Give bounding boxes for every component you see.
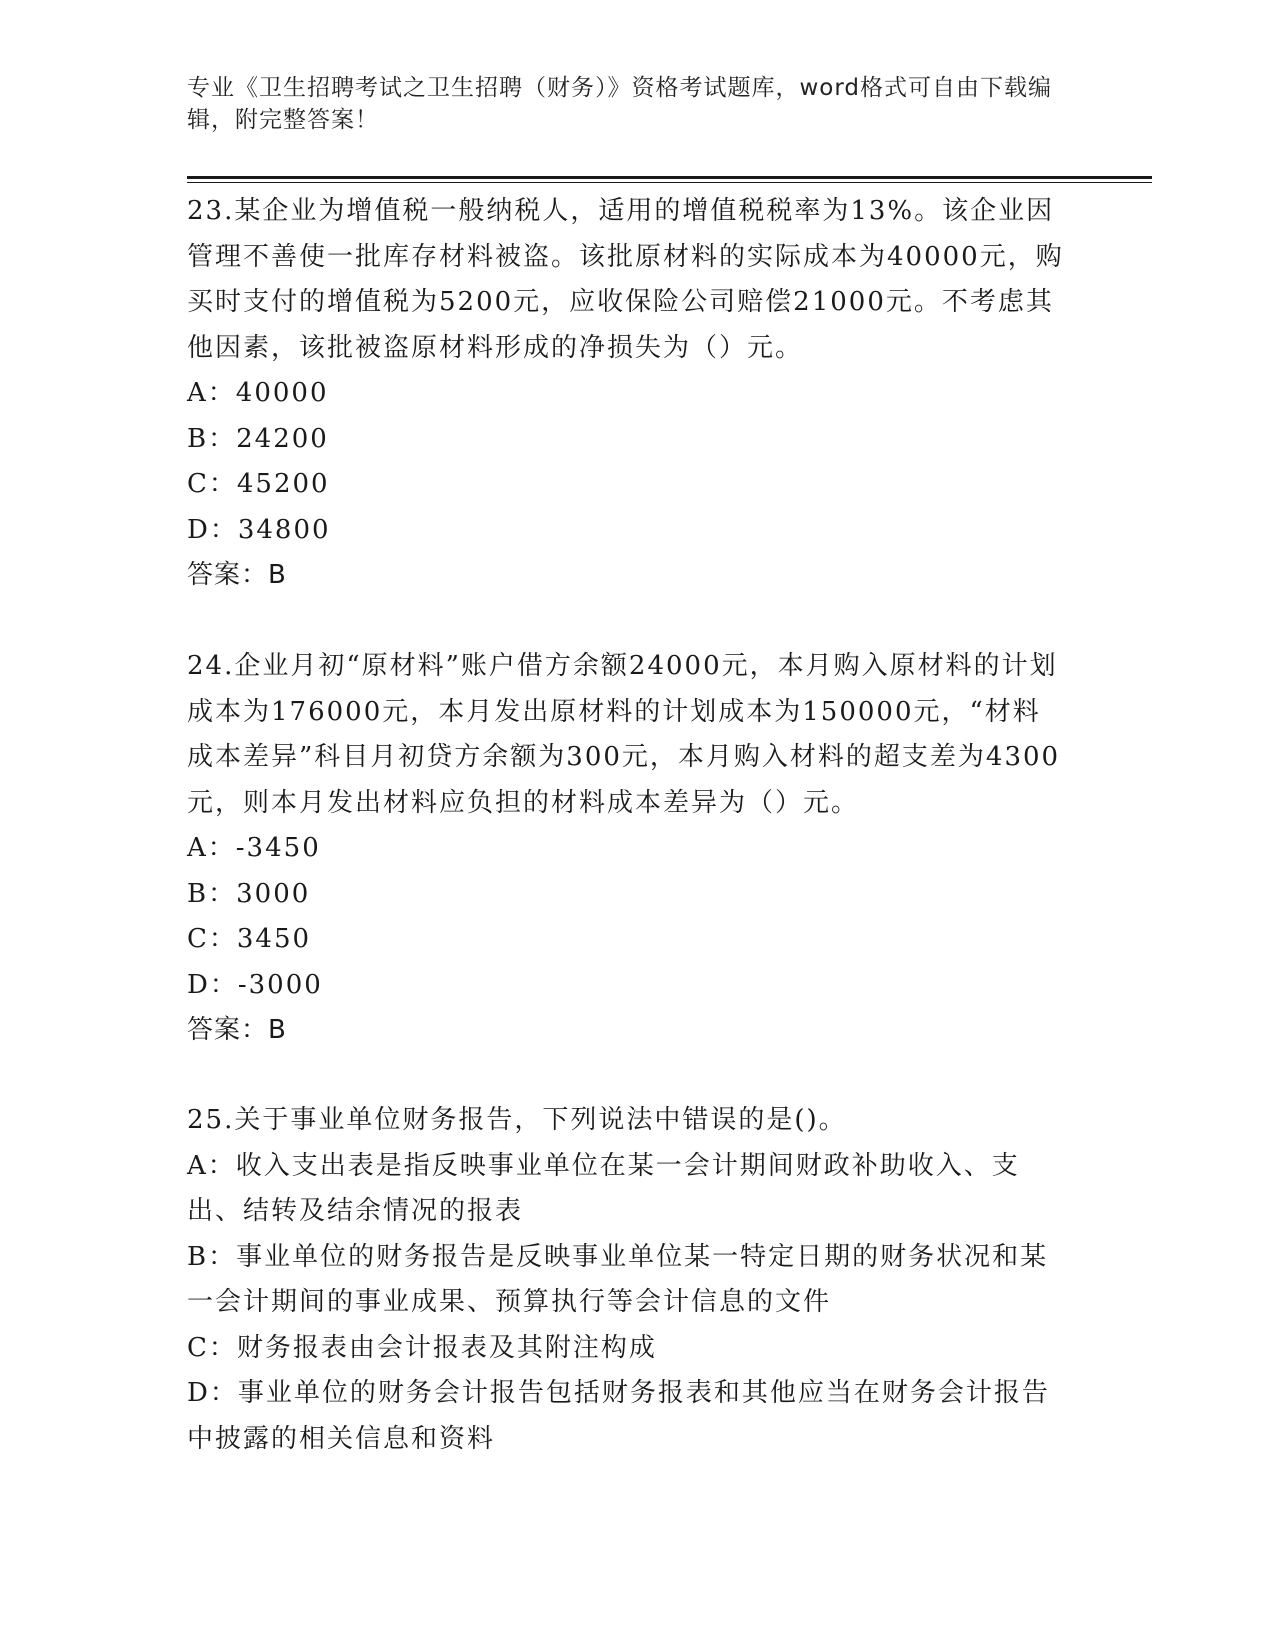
option-b: B：事业单位的财务报告是反映事业单位某一特定日期的财务状况和某一会计期间的事业成果、预算执行等会计信息的文件: [187, 1241, 1049, 1317]
question-25: [187, 1098, 1067, 1462]
option-c: C：财务报表由会计报表及其附注构成: [187, 1332, 657, 1363]
question-stem: 25.关于事业单位财务报告，下列说法中错误的是()。: [187, 1105, 847, 1135]
question-23: [187, 189, 1067, 597]
option-c: C：3450: [187, 924, 312, 954]
option-d: D：事业单位的财务会计报告包括财务报表和其他应当在财务会计报告中披露的相关信息和资料: [187, 1378, 1050, 1454]
option-a: A：-3450: [187, 833, 321, 863]
question-stem: 24.企业月初“原材料”账户借方余额24000元，本月购入原材料的计划成本为176000元，本月发出原材料的计划成本为150000元，“材料成本差异”科目月初贷方余额为300元，本月购入材料的超支差为4300元，则本月发出材料应负担的材料成本差异为（）元。: [187, 651, 1061, 818]
answer-line: 答案：B: [187, 560, 287, 590]
option-b: B：24200: [187, 423, 329, 454]
question-24: [187, 644, 1067, 1052]
option-a: A：收入支出表是指反映事业单位在某一会计期间财政补助收入、支出、结转及结余情况的报表: [187, 1150, 1020, 1226]
header-divider-thick: [187, 176, 1152, 179]
document-header: 专业《卫生招聘考试之卫生招聘（财务）》资格考试题库，word格式可自由下载编辑，附完整答案！: [187, 75, 1053, 133]
question-stem: 23.某企业为增值税一般纳税人，适用的增值税税率为13%。该企业因管理不善使一批库存材料被盗。该批原材料的实际成本为40000元，购买时支付的增值税为5200元，应收保险公司赔偿21000元。不考虑其他因素，该批被盗原材料形成的净损失为（）元。: [187, 196, 1064, 363]
option-c: C：45200: [187, 469, 330, 499]
option-b: B：3000: [187, 878, 311, 909]
option-d: D：-3000: [187, 969, 323, 1000]
header-divider-thin: [187, 182, 1152, 183]
option-d: D：34800: [187, 514, 331, 545]
option-a: A：40000: [187, 378, 329, 408]
answer-line: 答案：B: [187, 1015, 287, 1045]
